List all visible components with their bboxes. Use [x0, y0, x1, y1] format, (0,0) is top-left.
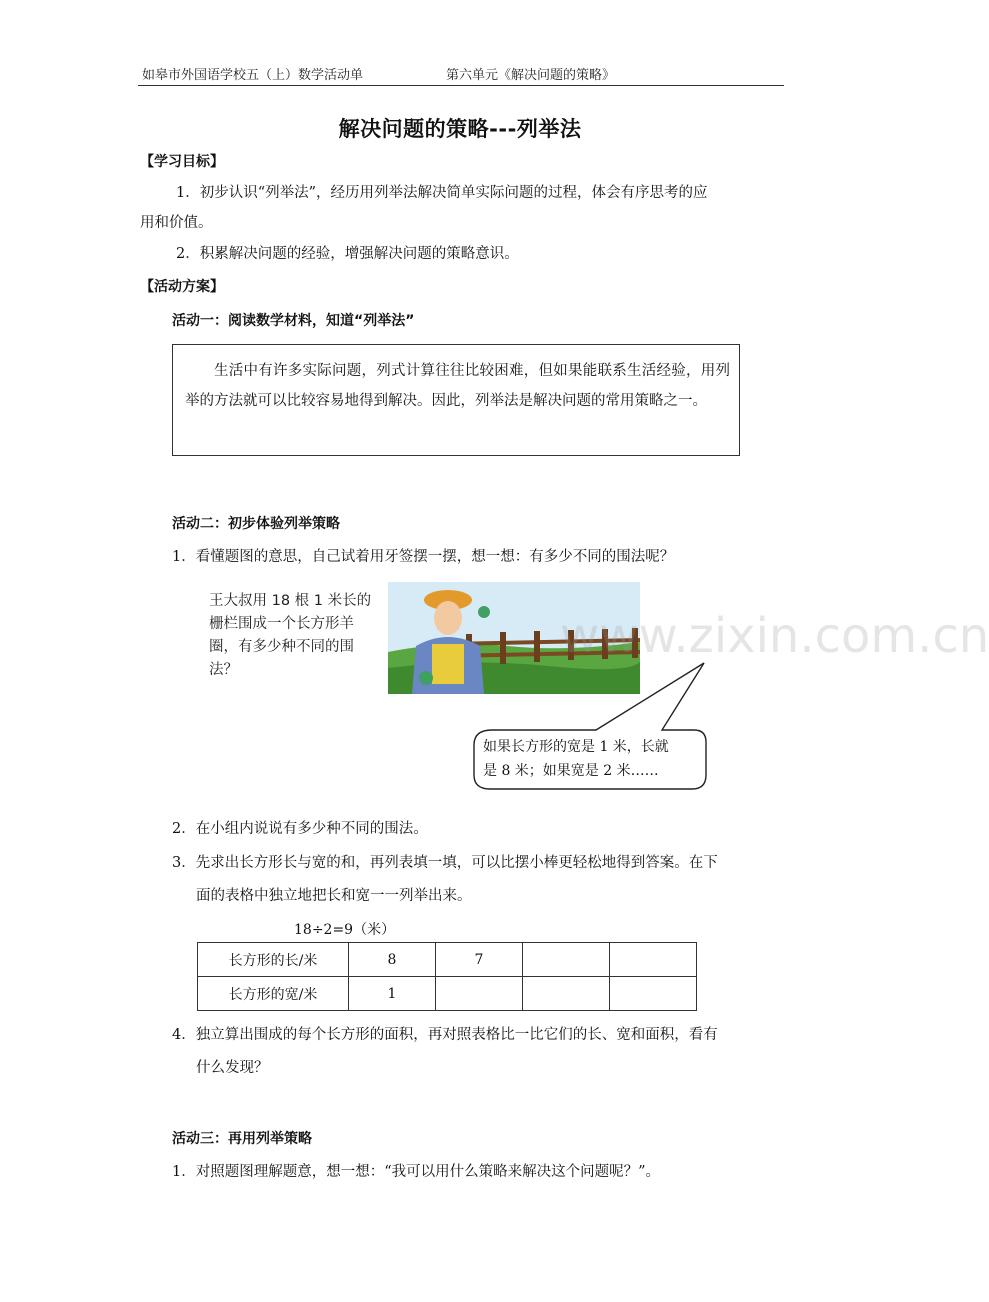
story-text: 王大叔用 18 根 1 米长的栅栏围成一个长方形羊圈，有多少种不同的围法？ [209, 593, 372, 678]
table-cell: 8 [349, 943, 436, 977]
activity2-item3-line1: 3．先求出长方形长与宽的和，再列表填一填，可以比摆小棒更轻松地得到答案。在下 [172, 855, 718, 871]
activity1-heading: 活动一：阅读数学材料，知道“列举法” [172, 313, 415, 329]
formula: 18÷2=9（米） [294, 922, 396, 938]
page-title: 解决问题的策略---列举法 [338, 117, 582, 141]
plan-heading: 【活动方案】 [140, 279, 224, 295]
table-cell [523, 943, 610, 977]
row-label-length: 长方形的长/米 [198, 943, 349, 977]
length-width-table [197, 942, 697, 1011]
header-rule [138, 85, 784, 86]
bubble-line2: 是 8 米；如果宽是 2 米…… [483, 763, 659, 779]
reading-text: 生活中有许多实际问题，列式计算往往比较困难，但如果能联系生活经验，用列举的方法就可以比较容易地得到解决。因此，列举法是解决问题的常用策略之一。 [185, 363, 730, 409]
activity2-heading: 活动二：初步体验列举策略 [172, 516, 340, 532]
goal-1-line2: 用和价值。 [140, 215, 213, 231]
activity3-item1: 1．对照题图理解题意，想一想：“我可以用什么策略来解决这个问题呢？”。 [172, 1164, 661, 1180]
goals-heading: 【学习目标】 [140, 154, 224, 170]
activity2-item1: 1．看懂题图的意思，自己试着用牙签摆一摆，想一想：有多少不同的围法呢？ [172, 549, 675, 565]
table-row [198, 977, 697, 1011]
table-cell [523, 977, 610, 1011]
table-cell [610, 977, 697, 1011]
activity2-item4-line1: 4．独立算出围成的每个长方形的面积，再对照表格比一比它们的长、宽和面积，看有 [172, 1027, 718, 1043]
row-label-width: 长方形的宽/米 [198, 977, 349, 1011]
bubble-line1: 如果长方形的宽是 1 米，长就 [483, 739, 669, 755]
header-school: 如皋市外国语学校五（上）数学活动单 [142, 68, 364, 83]
reading-box [172, 344, 740, 456]
table-cell: 1 [349, 977, 436, 1011]
activity3-heading: 活动三：再用列举策略 [172, 1131, 312, 1147]
goal-2: 2．积累解决问题的经验，增强解决问题的策略意识。 [176, 246, 519, 262]
table-row [198, 943, 697, 977]
goal-1-line1: 1．初步认识“列举法”，经历用列举法解决简单实际问题的过程，体会有序思考的应 [176, 185, 708, 201]
activity2-item2: 2．在小组内说说有多少种不同的围法。 [172, 821, 428, 837]
table-cell [610, 943, 697, 977]
activity2-item3-line2: 面的表格中独立地把长和宽一一列举出来。 [196, 888, 472, 904]
header-unit: 第六单元《解决问题的策略》 [446, 68, 616, 83]
activity2-item4-line2: 什么发现？ [196, 1060, 269, 1076]
watermark: www.zixin.com.cn [560, 608, 989, 664]
table-cell: 7 [436, 943, 523, 977]
table-cell [436, 977, 523, 1011]
